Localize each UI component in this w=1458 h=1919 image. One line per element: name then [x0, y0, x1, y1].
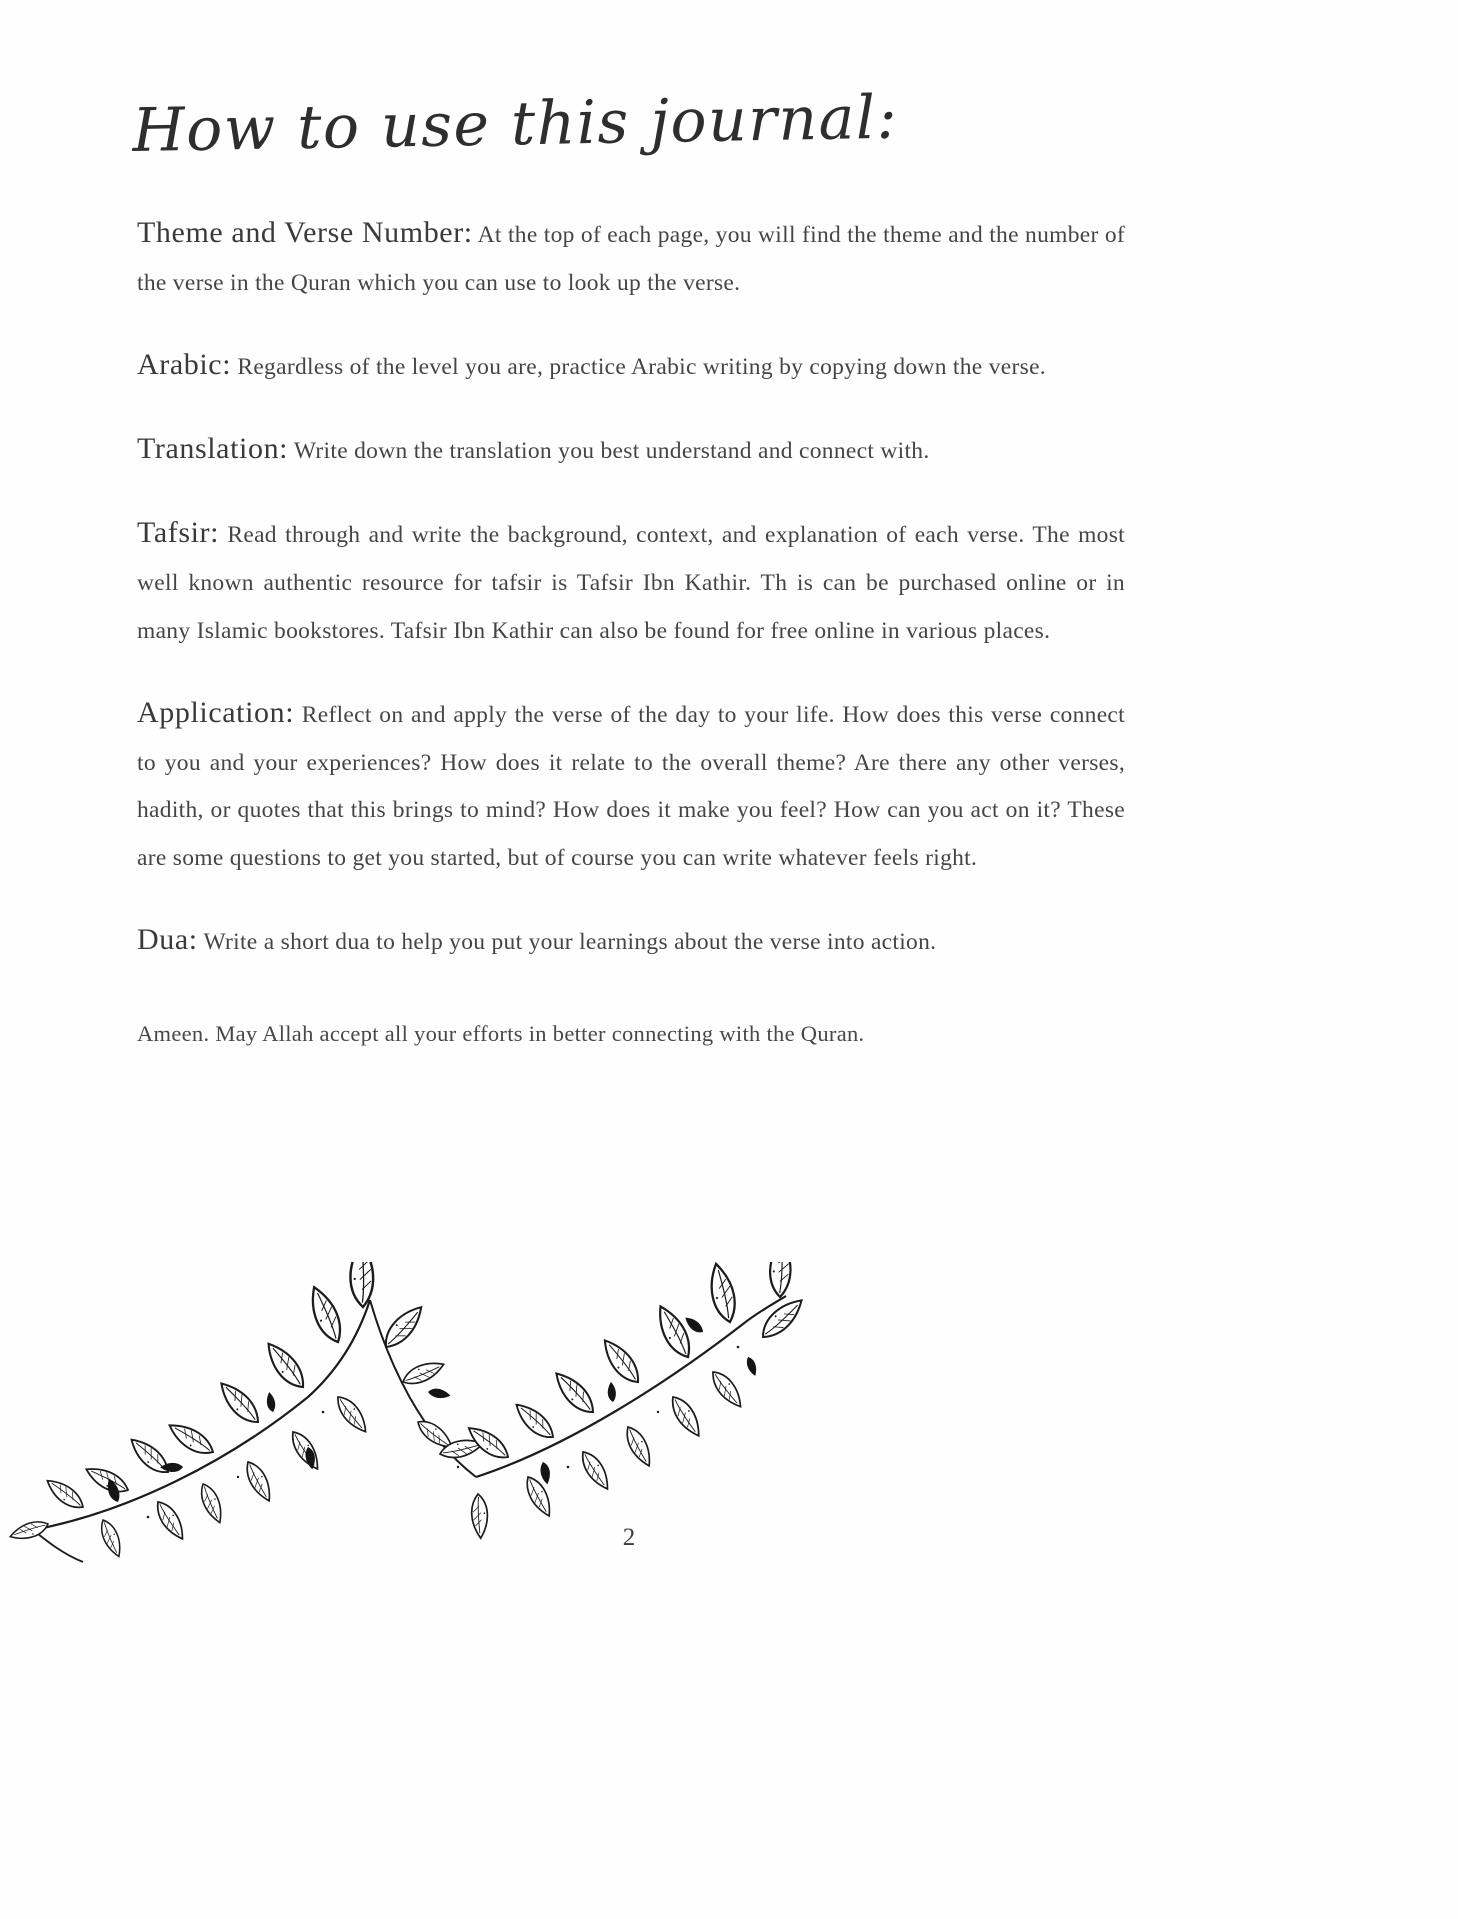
- content-area: [137, 212, 1125, 1056]
- section-heading: Translation:: [137, 431, 289, 465]
- section-body: Read through and write the background, context, and explanation of each verse. The most well known authentic resource for tafsir is Tafsir Ibn Kathir. Th is can be purchased online or in many Islamic bookstores. Tafsir Ibn Kathir can also be found for free online in various places.: [137, 521, 1125, 644]
- section-arabic: [137, 344, 1125, 392]
- section-body: Regardless of the level you are, practice Arabic writing by copying down the verse.: [237, 353, 1046, 380]
- section-heading: Tafsir:: [137, 515, 220, 549]
- section-dua: [137, 919, 1125, 967]
- section-body: Reflect on and apply the verse of the day to your life. How does this verse connect to you and your experiences? How does it relate to the overall theme? Are there any other verses, hadith, or quotes that this brings to mind? How does it make you feel? How can you act on it? These are some questions to get you started, but of course you can write whatever feels right.: [137, 701, 1125, 872]
- closing-note: Ameen. May Allah accept all your efforts in better connecting with the Quran.: [137, 1021, 865, 1047]
- page-title: How to use this journal:: [131, 82, 899, 166]
- section-application: [137, 692, 1125, 884]
- leaf-branch-illustration: [8, 1262, 820, 1594]
- section-heading: Dua:: [137, 923, 198, 957]
- page-number: 2: [622, 1524, 636, 1551]
- section-body: Write down the translation you best understand and connect with.: [293, 437, 930, 464]
- section-body: Write a short dua to help you put your learnings about the verse into action.: [203, 929, 937, 956]
- section-heading: Arabic:: [137, 347, 232, 381]
- section-body: At the top of each page, you will find the theme and the number of the verse in the Quran which you can use to look up the verse.: [137, 222, 1126, 296]
- section-theme-and-verse-number: [137, 212, 1125, 308]
- section-heading: Theme and Verse Number:: [137, 216, 473, 249]
- section-heading: Application:: [137, 695, 295, 729]
- section-tafsir: [137, 512, 1125, 656]
- section-translation: [137, 428, 1125, 476]
